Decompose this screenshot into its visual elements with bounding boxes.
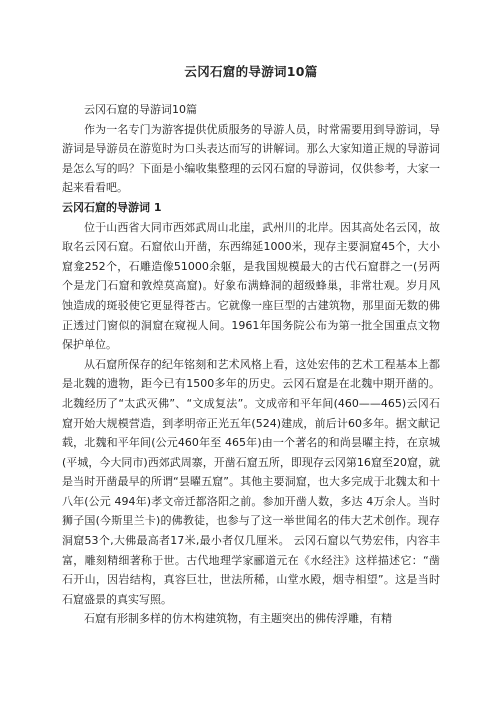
section-heading: 云冈石窟的导游词 1 bbox=[62, 200, 162, 214]
body-paragraph-1: 位于山西省大同市西郊武周山北崖，武州川的北岸。因其高处名云冈，故取名云冈石窟。石窟依山开凿，东西绵延1000米，现存主要洞窟45个，大小窟龛252个，石雕造像51000余躯，是我国规模最大的古代石窟群之一(另两个是龙门石窟和敦煌莫高窟)。好象布满蜂洞的超级蜂巢，非常壮观。岁月风蚀造成的斑驳使它更显得苍古。它就像一座巨型的古建筑物，那里面无数的佛正透过门窗似的洞窟在窥视人间。1961年国务院公布为第一批全国重点文物保护单位。 bbox=[62, 220, 440, 352]
body-paragraph-3: 石窟有形制多样的仿木构建筑物，有主题突出的佛传浮雕，有精 bbox=[84, 612, 392, 626]
intro-paragraph: 作为一名专门为游客提供优质服务的导游人员，时常需要用到导游词，导游词是导游员在游览时为口头表达而写的讲解词。那么大家知道正规的导游词是怎么写的吗？下面是小编收集整理的云冈石窟的导游词，仅供参考，大家一起来看看吧。 bbox=[62, 122, 440, 195]
document-body bbox=[62, 100, 440, 629]
body-paragraph-2: 从石窟所保存的纪年铭刻和艺术风格上看，这处宏伟的艺术工程基本上都是北魏的遗物，距今已有1500多年的历史。云冈石窟是在北魏中期开凿的。北魏经历了“太武灭佛”、“文成复法”。文成帝和平年间(460——465)云冈石窟开始大规模营造，到孝明帝正光五年(524)建成，前后计60多年。据文献记载，北魏和平年间(公元460年至 465年)由一个著名的和尚昙曜主持，在京城(平城，今大同市)西郊武周寨，开凿石窟五所，即现存云冈第16窟至20窟，就是当时开凿最早的所谓“昙曜五窟”。其他主要洞窟，也大多完成于北魏太和十八年(公元 494年)孝文帝迁都洛阳之前。参加开凿人数，多达 4万余人。当时狮子国(今斯里兰卡)的佛教徒，也参与了这一举世闻名的伟大艺术创作。现存洞窟53个,大佛最高者17米,最小者仅几厘米。 云冈石窟以气势宏伟，内容丰富，雕刻精细著称于世。古代地理学家郦道元在《水经注》这样描述它：“凿石开山，因岩结构，真容巨壮，世法所稀，山堂水殿，烟寺相望”。这是当时石窟盛景的真实写照。 bbox=[62, 357, 440, 606]
document-title: 云冈石窟的导游词10篇 bbox=[184, 64, 318, 79]
intro-subtitle: 云冈石窟的导游词10篇 bbox=[84, 103, 197, 116]
